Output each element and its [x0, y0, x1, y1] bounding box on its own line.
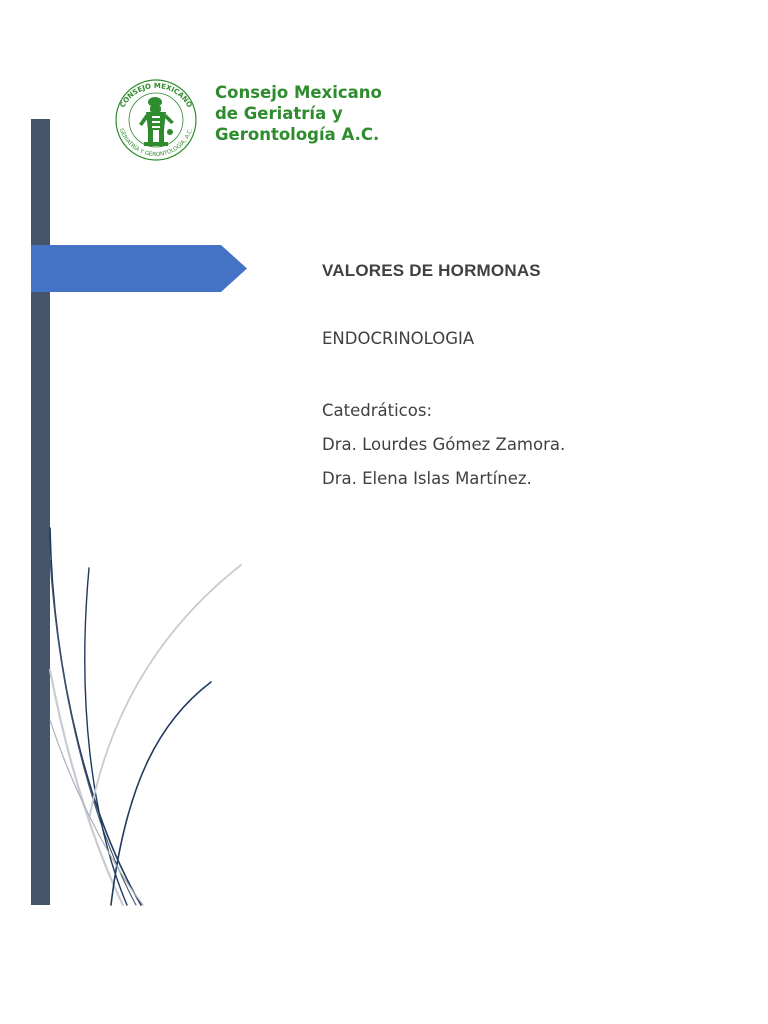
seal-text-bottom: GERIATRÍA Y GERONTOLOGÍA, A.C.: [117, 127, 195, 159]
seal-text-top: CONSEJO MEXICANO: [118, 81, 194, 110]
arrow-banner: [31, 245, 247, 292]
author-1: Dra. Lourdes Gómez Zamora.: [322, 435, 566, 454]
document-subtitle: ENDOCRINOLOGIA: [322, 329, 475, 348]
organization-name-line-3: Gerontología A.C.: [215, 125, 380, 144]
organization-logo: [108, 78, 408, 162]
organization-name-line-1: Consejo Mexicano: [215, 83, 382, 102]
authors-block: [322, 399, 565, 501]
document-title: VALORES DE HORMONAS: [322, 261, 541, 280]
organization-name-line-2: de Geriatría y: [215, 104, 343, 123]
decorative-swooshes: [31, 520, 271, 906]
organization-name: [215, 82, 382, 145]
author-2: Dra. Elena Islas Martínez.: [322, 469, 532, 488]
authors-heading: Catedráticos:: [322, 401, 432, 420]
seal-icon: [108, 78, 204, 162]
